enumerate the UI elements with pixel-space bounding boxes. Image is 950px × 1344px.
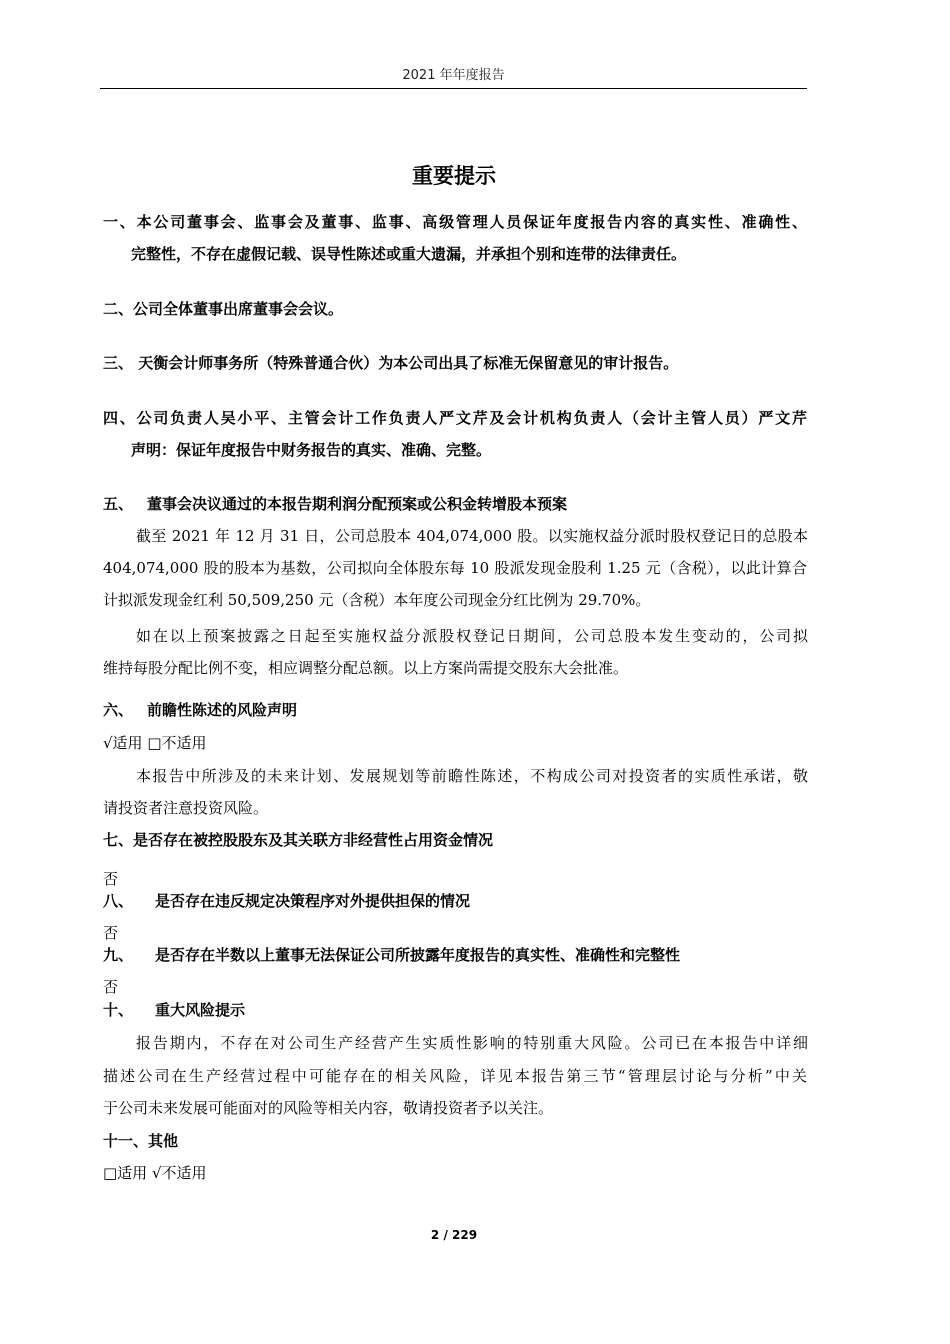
s9-heading-num: 九、 [103, 946, 134, 964]
s8-heading [103, 891, 470, 911]
s6-heading [103, 700, 297, 720]
s6-applicable: √适用 □不适用 [103, 734, 207, 752]
s7-heading: 七、是否存在被控股股东及其关联方非经营性占用资金情况 [103, 831, 494, 849]
header-rule [100, 88, 807, 89]
s5-heading-text: 董事会决议通过的本报告期利润分配预案或公积金转增股本预案 [147, 495, 568, 513]
s11-heading: 十一、其他 [103, 1132, 179, 1150]
s4-line2: 声明：保证年度报告中财务报告的真实、准确、完整。 [131, 441, 492, 459]
s5-heading-num: 五、 [103, 495, 134, 513]
s10-p-line2: 描述公司在生产经营过程中可能存在的相关风险，详见本报告第三节“管理层讨论与分析”中关 [103, 1067, 807, 1085]
s6-p-line1: 本报告中所涉及的未来计划、发展规划等前瞻性陈述，不构成公司对投资者的实质性承诺，敬 [136, 767, 808, 785]
s10-p-line1: 报告期内，不存在对公司生产经营产生实质性影响的特别重大风险。公司已在本报告中详细 [136, 1034, 808, 1052]
s10-heading-text: 重大风险提示 [155, 1001, 246, 1019]
page-header: 2021 年年度报告 [402, 68, 505, 83]
s9-answer: 否 [103, 978, 119, 996]
s8-heading-num: 八、 [103, 892, 134, 910]
s5-p1-line3: 计拟派发现金红利 50,509,250 元（含税）本年度公司现金分红比例为 29.70%。 [103, 591, 651, 609]
s6-heading-text: 前瞻性陈述的风险声明 [147, 701, 298, 719]
s6-p-line2: 请投资者注意投资风险。 [103, 799, 269, 817]
s10-p-line3: 于公司未来发展可能面对的风险等相关内容，敬请投资者予以关注。 [103, 1099, 554, 1117]
s6-heading-num: 六、 [103, 701, 134, 719]
s10-heading [103, 1000, 245, 1020]
s9-heading-text: 是否存在半数以上董事无法保证公司所披露年度报告的真实性、准确性和完整性 [155, 946, 681, 964]
s2-line1: 二、公司全体董事出席董事会会议。 [103, 300, 344, 318]
s8-heading-text: 是否存在违反规定决策程序对外提供担保的情况 [155, 892, 471, 910]
s11-applicable: □适用 √不适用 [103, 1164, 207, 1182]
s1-line1: 一、本公司董事会、监事会及董事、监事、高级管理人员保证年度报告内容的真实性、准确性、 [103, 213, 807, 231]
s5-p2-line1: 如在以上预案披露之日起至实施权益分派股权登记日期间，公司总股本发生变动的，公司拟 [136, 627, 808, 645]
s7-answer: 否 [103, 870, 119, 888]
s4-line1: 四、公司负责人吴小平、主管会计工作负责人严文芹及会计机构负责人（会计主管人员）严文芹 [103, 409, 807, 427]
page-number: 2 / 229 [430, 1228, 478, 1242]
s5-heading [103, 494, 567, 514]
s5-p1-line2: 404,074,000 股的股本为基数，公司拟向全体股东每 10 股派发现金股利 1.25 元（含税），以此计算合 [103, 559, 807, 577]
s5-p1-line1: 截至 2021 年 12 月 31 日，公司总股本 404,074,000 股。以实施权益分派时股权登记日的总股本 [136, 527, 808, 545]
s10-heading-num: 十、 [103, 1001, 134, 1019]
s9-heading [103, 945, 680, 965]
s5-p2-line2: 维持每股分配比例不变，相应调整分配总额。以上方案尚需提交股东大会批准。 [103, 659, 629, 677]
s8-answer: 否 [103, 924, 119, 942]
page-title: 重要提示 [412, 164, 496, 188]
s3-line1: 三、 天衡会计师事务所（特殊普通合伙）为本公司出具了标准无保留意见的审计报告。 [103, 354, 679, 372]
s1-line2: 完整性，不存在虚假记载、误导性陈述或重大遗漏，并承担个别和连带的法律责任。 [131, 245, 687, 263]
